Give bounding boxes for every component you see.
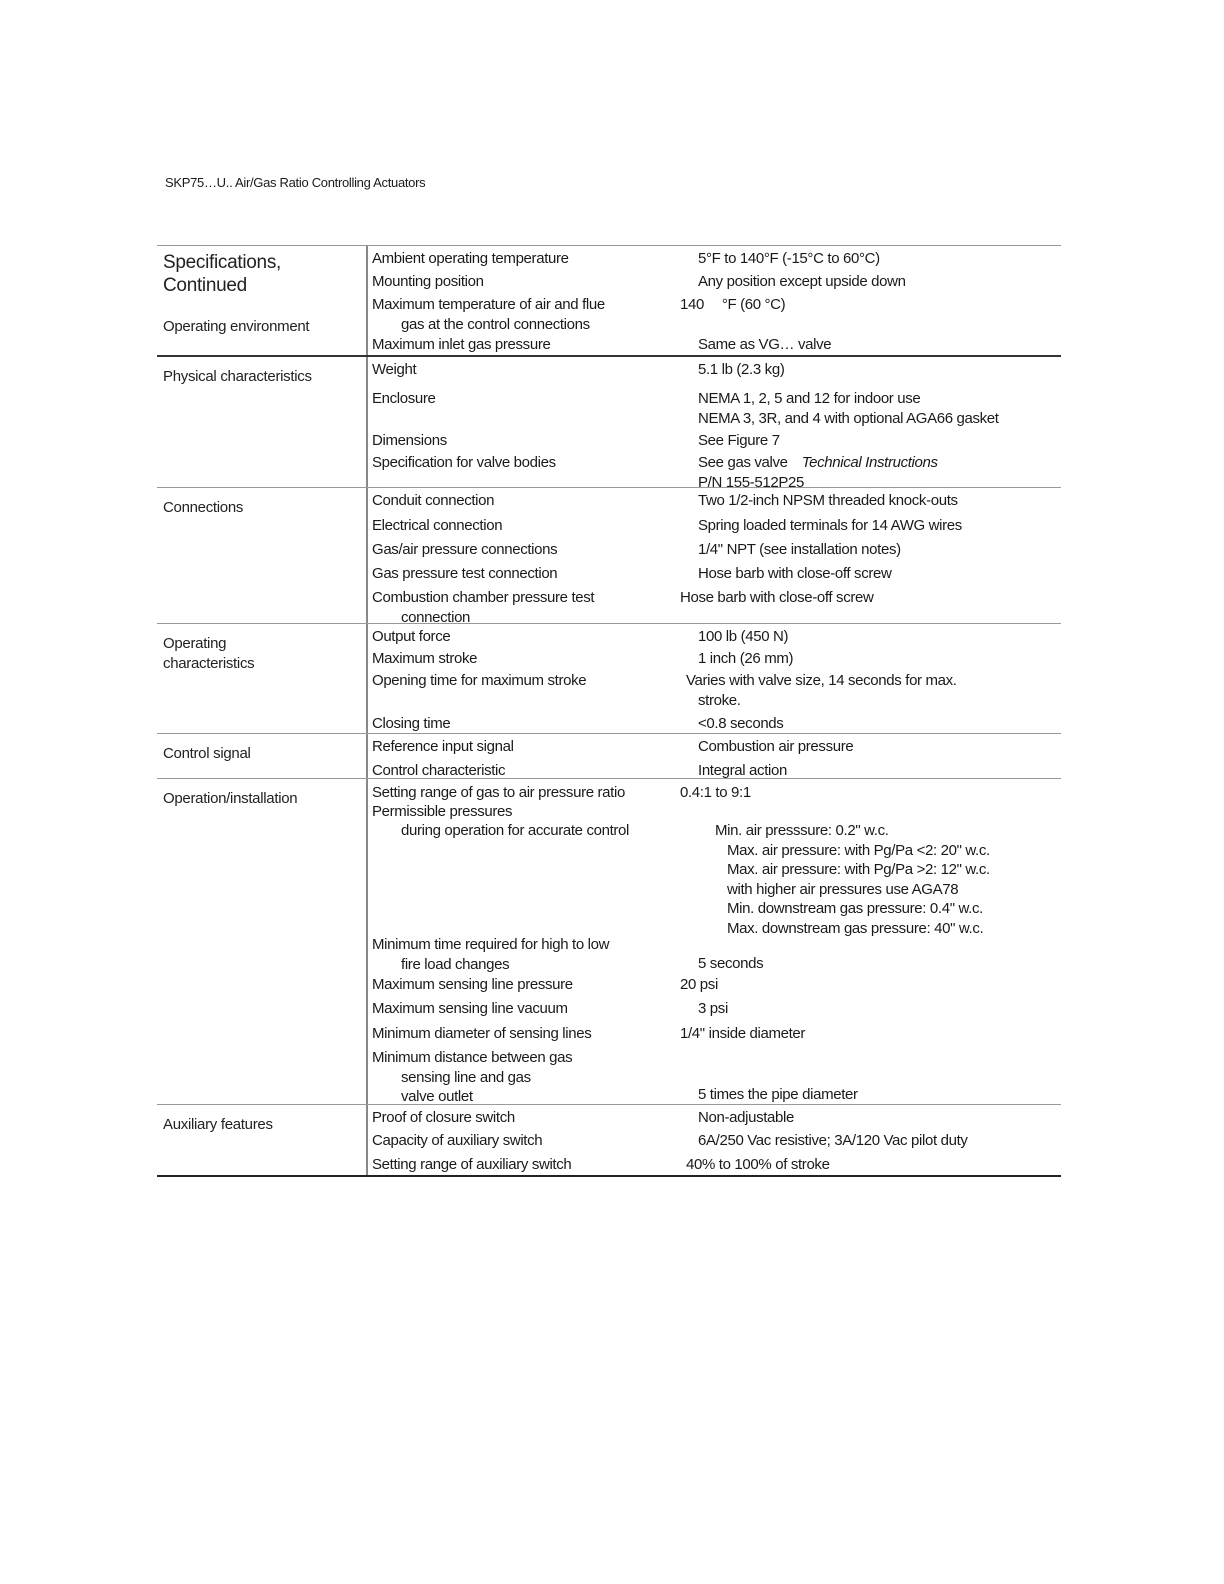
- section-title-operating: [163, 634, 363, 674]
- spec-label: Output force: [372, 628, 451, 645]
- spec-value: [678, 935, 1061, 973]
- spec-label: during operation for accurate control: [401, 822, 630, 839]
- column-divider: [366, 246, 368, 355]
- spec-label: Mounting position: [372, 273, 484, 290]
- spec-label-line: connection: [401, 608, 471, 626]
- spec-label: [372, 295, 678, 333]
- spec-value-line: Min. downstream gas pressure: 0.4" w.c.: [727, 900, 983, 917]
- spec-row: [157, 1047, 1061, 1105]
- spec-value-line: Max. air pressure: with Pg/Pa >2: 12" w.c.: [727, 861, 990, 878]
- section-title-auxiliary: Auxiliary features: [163, 1116, 273, 1133]
- spec-value-line: [698, 453, 1061, 473]
- section-control-signal: [157, 733, 1061, 778]
- spec-label-line: valve outlet: [401, 1088, 473, 1105]
- spec-value-italic: Technical Instructions: [801, 454, 938, 471]
- section-connections: [157, 487, 1061, 626]
- spec-value: 6A/250 Vac resistive; 3A/120 Vac pilot duty: [698, 1132, 968, 1149]
- spec-label: Setting range of gas to air pressure ratio: [372, 784, 625, 801]
- spec-label: Weight: [372, 361, 417, 378]
- spec-value: [678, 802, 1061, 819]
- section-title-connections: Connections: [163, 499, 244, 516]
- spec-value: [678, 671, 1061, 712]
- temp-unit: °F (60 °C): [721, 296, 786, 313]
- spec-label: Control characteristic: [372, 762, 506, 779]
- column-divider: [366, 734, 368, 778]
- spec-label: [372, 588, 678, 626]
- spec-label: Maximum stroke: [372, 650, 478, 667]
- spec-value: 0.4:1 to 9:1: [680, 784, 751, 801]
- spec-value-line: Varies with valve size, 14 seconds for max.: [686, 672, 957, 689]
- spec-label: Maximum inlet gas pressure: [372, 336, 551, 353]
- spec-label: Closing time: [372, 715, 451, 732]
- section-title-control: Control signal: [163, 745, 251, 762]
- column-divider: [366, 357, 368, 487]
- spec-value-line: 5 times the pipe diameter: [698, 1085, 858, 1103]
- spec-row: [157, 820, 1061, 937]
- spec-value: 5°F to 140°F (-15°C to 60°C): [698, 250, 880, 267]
- spec-row: [157, 587, 1061, 627]
- spec-value: 5.1 lb (2.3 kg): [698, 361, 785, 378]
- specifications-continued-title: [163, 251, 363, 297]
- spec-value: 1 inch (26 mm): [698, 650, 794, 667]
- section-title-physical: Physical characteristics: [163, 368, 312, 385]
- spec-label: Capacity of auxiliary switch: [372, 1132, 543, 1149]
- spec-label: Proof of closure switch: [372, 1109, 515, 1126]
- title-line-2: Continued: [163, 275, 247, 296]
- spec-label-line: fire load changes: [401, 955, 510, 973]
- spec-row: [157, 515, 1061, 539]
- section-auxiliary-features: [157, 1104, 1061, 1175]
- spec-label: Permissible pressures: [372, 803, 513, 820]
- spec-row: [157, 430, 1061, 452]
- spec-value: Spring loaded terminals for 14 AWG wires: [698, 517, 962, 534]
- spec-value: 40% to 100% of stroke: [686, 1156, 830, 1173]
- spec-row: [157, 1023, 1061, 1047]
- spec-value: 1/4" NPT (see installation notes): [698, 541, 901, 558]
- spec-label: Electrical connection: [372, 517, 503, 534]
- spec-row: [157, 974, 1061, 998]
- spec-value-line: 5 seconds: [698, 954, 764, 972]
- spec-row: [157, 385, 1061, 430]
- spec-value: Any position except upside down: [698, 273, 906, 290]
- section-title-line: characteristics: [163, 655, 255, 672]
- spec-label: Gas pressure test connection: [372, 565, 558, 582]
- spec-value: Integral action: [698, 762, 787, 779]
- spec-label-line: Minimum time required for high to low: [372, 936, 610, 953]
- spec-row: [157, 1154, 1061, 1177]
- spec-label-line: Combustion chamber pressure test: [372, 589, 595, 606]
- spec-value: See Figure 7: [698, 432, 780, 449]
- title-line-1: Specifications,: [163, 252, 282, 273]
- spec-label-line: Minimum distance between gas: [372, 1049, 573, 1066]
- column-divider: [366, 488, 368, 623]
- spec-value: Hose barb with close-off screw: [698, 565, 892, 582]
- spec-value: [678, 389, 1061, 429]
- spec-value-line: Max. downstream gas pressure: 40" w.c.: [727, 919, 984, 937]
- spec-label: Specification for valve bodies: [372, 454, 556, 471]
- spec-label: Setting range of auxiliary switch: [372, 1156, 572, 1173]
- spec-value: <0.8 seconds: [698, 715, 784, 732]
- spec-value-text: See gas valve: [698, 454, 788, 471]
- column-divider: [366, 624, 368, 733]
- spec-value: Two 1/2-inch NPSM threaded knock-outs: [698, 492, 958, 509]
- spec-label: Maximum sensing line vacuum: [372, 1000, 568, 1017]
- spec-label: Ambient operating temperature: [372, 250, 569, 267]
- spec-label: Dimensions: [372, 432, 447, 449]
- spec-value: [678, 1048, 1061, 1104]
- spec-label-line: sensing line and gas: [401, 1068, 531, 1086]
- spec-label: Maximum sensing line pressure: [372, 976, 573, 993]
- section-operation-installation: [157, 778, 1061, 1104]
- spec-value: Non-adjustable: [698, 1109, 794, 1126]
- spec-row: [157, 934, 1061, 974]
- spec-row: [157, 539, 1061, 563]
- spec-value-line: P/N 155-512P25: [698, 473, 805, 491]
- spec-value: Combustion air pressure: [698, 738, 854, 755]
- section-title-line: Operating: [163, 635, 227, 652]
- spec-value-line: NEMA 3, 3R, and 4 with optional AGA66 gasket: [698, 409, 999, 427]
- spec-value: 1/4" inside diameter: [680, 1025, 806, 1042]
- spec-label: [372, 1048, 678, 1104]
- spec-label: Minimum diameter of sensing lines: [372, 1025, 592, 1042]
- column-divider: [366, 1105, 368, 1175]
- spec-value: Hose barb with close-off screw: [680, 589, 874, 606]
- spec-value-line: Min. air presssure: 0.2" w.c.: [715, 822, 889, 839]
- spec-row: [157, 452, 1061, 492]
- spec-value: 100 lb (450 N): [698, 628, 789, 645]
- spec-value-line: NEMA 1, 2, 5 and 12 for indoor use: [698, 390, 921, 407]
- spec-label: [372, 935, 678, 973]
- specifications-table: [157, 245, 1061, 1177]
- spec-value: [678, 453, 1061, 491]
- spec-label-line: gas at the control connections: [401, 315, 590, 333]
- spec-label: Opening time for maximum stroke: [372, 672, 587, 689]
- spec-value-line: Max. air pressure: with Pg/Pa <2: 20" w.c.: [727, 841, 990, 859]
- spec-row: [157, 713, 1061, 735]
- spec-label: Conduit connection: [372, 492, 495, 509]
- document-header: SKP75…U.. Air/Gas Ratio Controlling Actuators: [165, 175, 426, 190]
- section-operating-environment: [157, 246, 1061, 355]
- section-title-operation: Operation/installation: [163, 790, 298, 807]
- spec-label: Reference input signal: [372, 738, 514, 755]
- spec-value: 20 psi: [680, 976, 718, 993]
- column-divider: [366, 779, 368, 1104]
- spec-label-line: Maximum temperature of air and flue: [372, 296, 605, 313]
- spec-label: Gas/air pressure connections: [372, 541, 558, 558]
- spec-row: [157, 998, 1061, 1023]
- spec-label: Enclosure: [372, 390, 436, 407]
- section-physical-characteristics: [157, 355, 1061, 491]
- spec-value: 3 psi: [698, 1000, 728, 1017]
- section-title-operating-environment: Operating environment: [163, 318, 310, 335]
- spec-value: [707, 821, 1061, 937]
- spec-row: [157, 563, 1061, 587]
- section-operating-characteristics: [157, 623, 1061, 733]
- spec-row: [157, 670, 1061, 713]
- spec-value: Same as VG… valve: [698, 336, 832, 353]
- temp-number: 140: [680, 296, 704, 313]
- spec-value-line: stroke.: [698, 691, 741, 709]
- spec-value-line: with higher air pressures use AGA78: [727, 880, 959, 898]
- spec-value: [678, 295, 1061, 333]
- spec-row: [157, 334, 1061, 356]
